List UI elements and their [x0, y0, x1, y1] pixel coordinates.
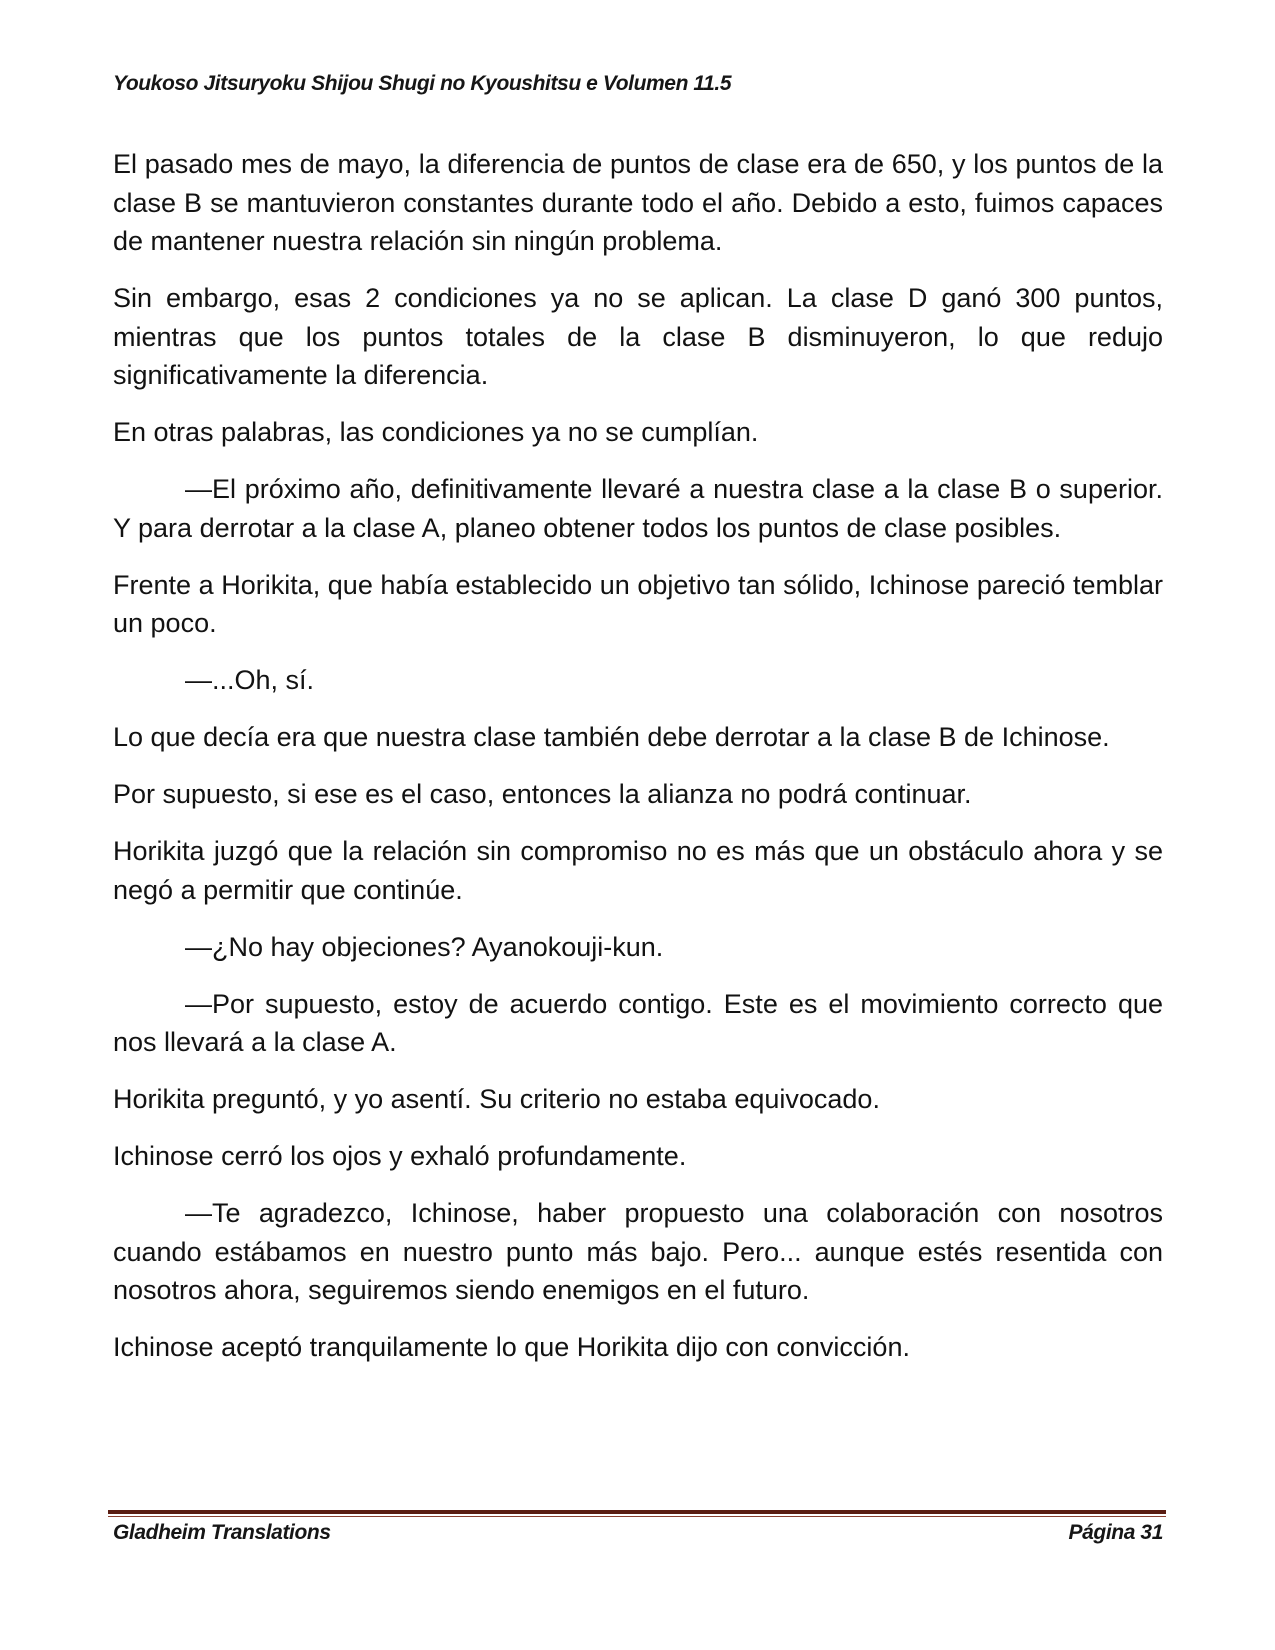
dialogue-paragraph: —...Oh, sí.	[185, 665, 315, 695]
dialogue-paragraph: —¿No hay objeciones? Ayanokouji-kun.	[185, 931, 664, 962]
paragraph: Sin embargo, esas 2 condiciones ya no se aplican. La clase D ganó 300 puntos, mientras que los puntos totales de la clase B disminuyeron, lo que redujo significativamente la diferencia.	[113, 283, 1163, 390]
paragraph: Ichinose aceptó tranquilamente lo que Horikita dijo con convicción.	[113, 1332, 910, 1362]
footer-divider-thin	[108, 1516, 1166, 1517]
body-text	[113, 145, 1163, 1385]
paragraph: Por supuesto, si ese es el caso, entonces la alianza no podrá continuar.	[113, 779, 972, 809]
dialogue-paragraph: —Te agradezco, Ichinose, haber propuesto una colaboración con nosotros cuando estábamos en nuestro punto más bajo. Pero... aunque estés resentida con nosotros ahora, seguiremos siendo enemigos en el futuro.	[113, 1198, 1163, 1305]
footer-divider-thick	[108, 1510, 1166, 1514]
page-footer	[113, 1521, 1163, 1545]
footer-translator: Gladheim Translations	[113, 1521, 331, 1544]
footer-divider	[108, 1510, 1166, 1517]
paragraph: Frente a Horikita, que había establecido un objetivo tan sólido, Ichinose pareció temblar un poco.	[113, 569, 1163, 638]
page-header-title: Youkoso Jitsuryoku Shijou Shugi no Kyoushitsu e Volumen 11.5	[113, 72, 732, 95]
footer-page-number: Página 31	[1068, 1521, 1163, 1544]
paragraph: En otras palabras, las condiciones ya no se cumplían.	[113, 417, 759, 447]
dialogue-paragraph: —Por supuesto, estoy de acuerdo contigo. Este es el movimiento correcto que nos llevará a la clase A.	[113, 988, 1163, 1057]
paragraph: Lo que decía era que nuestra clase también debe derrotar a la clase B de Ichinose.	[113, 722, 1110, 752]
paragraph: El pasado mes de mayo, la diferencia de puntos de clase era de 650, y los puntos de la clase B se mantuvieron constantes durante todo el año. Debido a esto, fuimos capaces de mantener nuestra relación sin ningún problema.	[113, 149, 1163, 256]
paragraph: Horikita preguntó, y yo asentí. Su criterio no estaba equivocado.	[113, 1084, 880, 1114]
dialogue-paragraph: —El próximo año, definitivamente llevaré a nuestra clase a la clase B o superior. Y para derrotar a la clase A, planeo obtener todos los puntos de clase posibles.	[113, 474, 1163, 543]
paragraph: Horikita juzgó que la relación sin compromiso no es más que un obstáculo ahora y se negó a permitir que continúe.	[113, 836, 1163, 905]
paragraph: Ichinose cerró los ojos y exhaló profundamente.	[113, 1141, 687, 1171]
